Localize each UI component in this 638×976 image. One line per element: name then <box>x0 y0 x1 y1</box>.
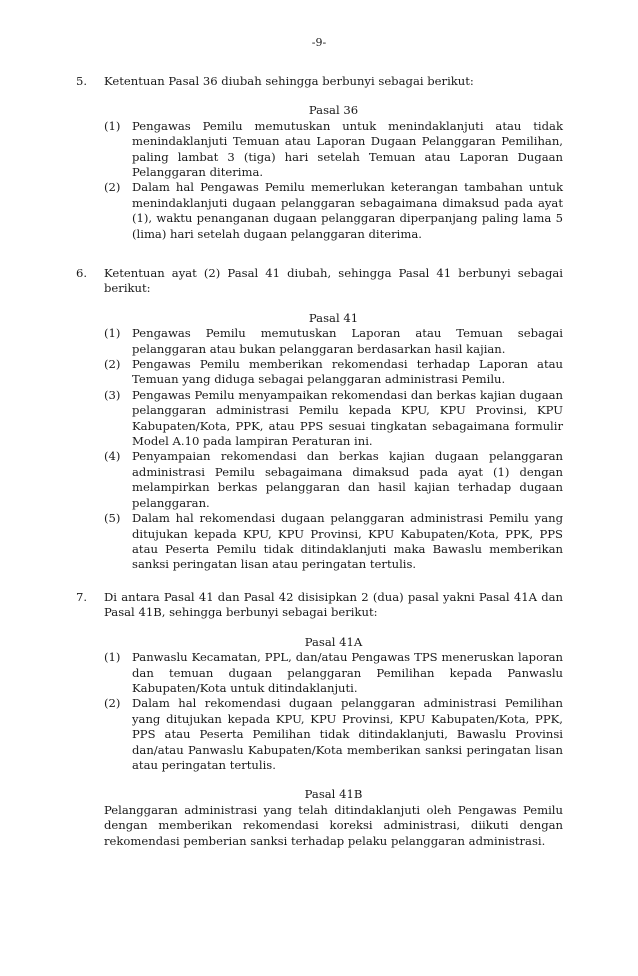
section-number: 5. <box>76 74 88 88</box>
pasal-item <box>104 511 563 573</box>
pasal-item <box>104 180 563 242</box>
item-text: Pengawas Pemilu memutuskan untuk menindaklanjuti atau tidak menindaklanjuti Temuan atau Laporan Dugaan Pelanggaran Pemilihan, paling lambat 3 (tiga) hari setelah Temuan atau Laporan Dugaan Pelanggaran diterima. <box>132 118 563 180</box>
pasal-items <box>104 650 563 773</box>
item-number: (1) <box>104 650 121 665</box>
section-body <box>104 74 563 242</box>
amendment-section-6 <box>76 266 563 573</box>
item-text: Panwaslu Kecamatan, PPL, dan/atau Pengawas TPS meneruskan laporan dan temuan dugaan pelanggaran Pemilihan kepada Panwaslu Kabupaten/Kota untuk ditindaklanjuti. <box>132 650 563 696</box>
item-number: (2) <box>104 696 121 711</box>
pasal-item <box>104 449 563 511</box>
item-number: (3) <box>104 387 121 402</box>
item-text: Dalam hal rekomendasi dugaan pelanggaran administrasi Pemilihan yang ditujukan kepada KPU, KPU Provinsi, KPU Kabupaten/Kota, PPK, PPS atau Peserta Pemilihan tidak ditindaklanjuti, Bawaslu Provinsi dan/atau Panwaslu Kabupaten/Kota memberikan sanksi peringatan lisan atau peringatan tertulis. <box>132 696 563 773</box>
item-number: (1) <box>104 118 121 133</box>
item-number: (4) <box>104 449 121 464</box>
pasal-item <box>104 650 563 696</box>
pasal-items <box>104 326 563 573</box>
section-body <box>104 590 563 849</box>
section-intro: Ketentuan Pasal 36 diubah sehingga berbunyi sebagai berikut: <box>104 74 474 88</box>
pasal-item <box>104 388 563 450</box>
item-number: (5) <box>104 511 121 526</box>
pasal-title: Pasal 41 <box>308 310 359 325</box>
item-text: Dalam hal rekomendasi dugaan pelanggaran administrasi Pemilu yang ditujukan kepada KPU, KPU Provinsi, KPU Kabupaten/Kota, PPK, PPS atau Peserta Pemilu tidak ditindaklanjuti maka Bawaslu memberikan sanksi peringatan lisan atau peringatan tertulis. <box>132 511 563 572</box>
section-number: 6. <box>76 266 88 280</box>
section-number: 7. <box>76 590 88 604</box>
amendment-section-5 <box>76 74 563 242</box>
pasal-items <box>104 119 563 242</box>
section-body <box>104 266 563 573</box>
item-text: Pengawas Pemilu memberikan rekomendasi terhadap Laporan atau Temuan yang diduga sebagai pelanggaran administrasi Pemilu. <box>132 357 563 387</box>
item-number: (1) <box>104 326 121 341</box>
item-number: (2) <box>104 180 121 195</box>
item-text: Penyampaian rekomendasi dan berkas kajian dugaan pelanggaran administrasi Pemilu sebagaimana dimaksud pada ayat (1) dengan melampirkan berkas pelanggaran dan hasil kajian terhadap dugaan pelanggaran. <box>132 449 563 510</box>
pasal-item <box>104 119 563 181</box>
section-intro: Di antara Pasal 41 dan Pasal 42 disisipkan 2 (dua) pasal yakni Pasal 41A dan Pasal 41B, sehingga berbunyi sebagai berikut: <box>104 590 563 620</box>
amendment-section-7 <box>76 590 563 849</box>
pasal-item <box>104 696 563 773</box>
item-text: Dalam hal Pengawas Pemilu memerlukan keterangan tambahan untuk menindaklanjuti dugaan pelanggaran sebagaimana dimaksud pada ayat (1), waktu penanganan dugaan pelanggaran diperpanjang paling lama 5 (lima) hari setelah dugaan pelanggaran diterima. <box>132 180 563 241</box>
pasal-title: Pasal 36 <box>308 103 359 118</box>
pasal-41b-text: Pelanggaran administrasi yang telah ditindaklanjuti oleh Pengawas Pemilu dengan memberikan rekomendasi koreksi administrasi, diikuti dengan rekomendasi pemberian sanksi terhadap pelaku pelanggaran administrasi. <box>104 802 563 848</box>
item-text: Pengawas Pemilu memutuskan Laporan atau Temuan sebagai pelanggaran atau bukan pelanggaran berdasarkan hasil kajian. <box>132 326 563 356</box>
section-intro: Ketentuan ayat (2) Pasal 41 diubah, sehingga Pasal 41 berbunyi sebagai berikut: <box>104 266 563 296</box>
page-number: -9- <box>311 36 327 49</box>
item-text: Pengawas Pemilu menyampaikan rekomendasi dan berkas kajian dugaan pelanggaran administrasi Pemilu kepada KPU, KPU Provinsi, KPU Kabupaten/Kota, PPK, atau PPS sesuai tingkatan sebagaimana formulir Model A.10 pada lampiran Peraturan ini. <box>132 387 563 449</box>
pasal-title: Pasal 41A <box>304 634 363 649</box>
pasal-title-41b: Pasal 41B <box>304 787 363 802</box>
pasal-item <box>104 326 563 357</box>
item-number: (2) <box>104 357 121 372</box>
pasal-item <box>104 357 563 388</box>
